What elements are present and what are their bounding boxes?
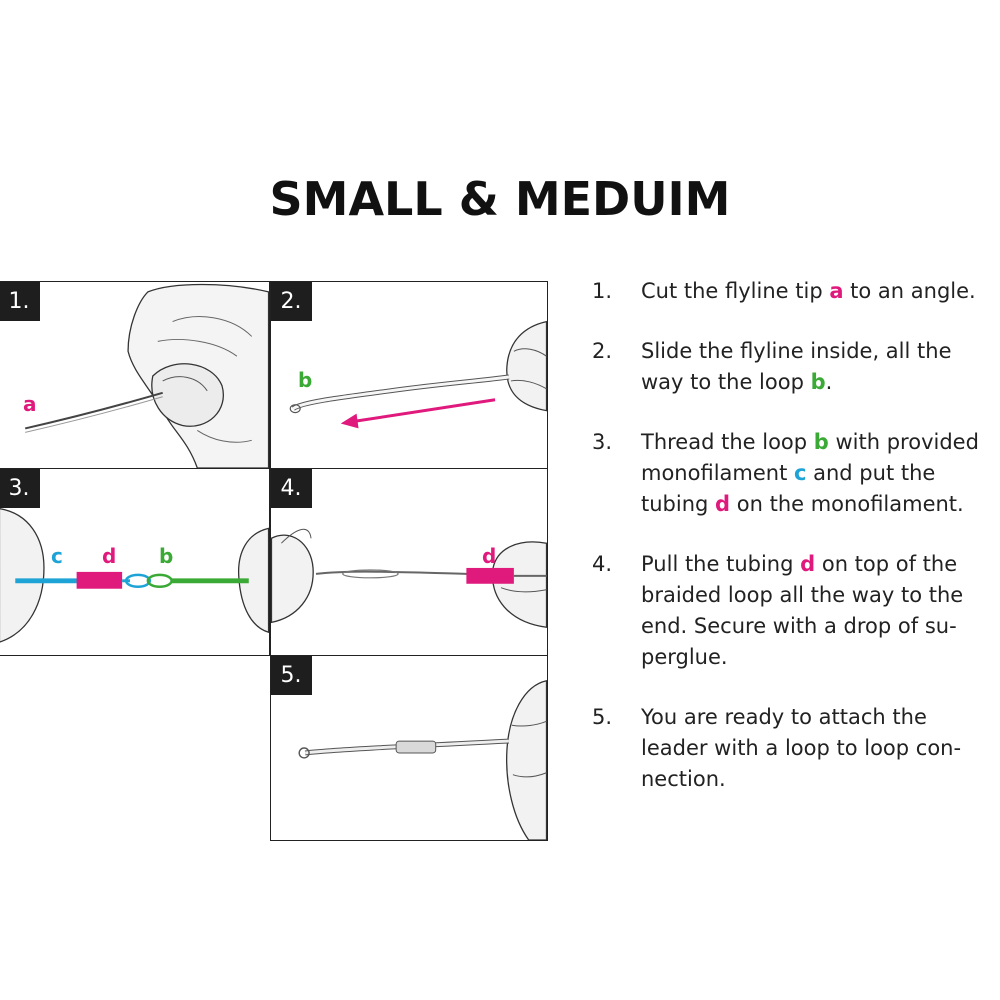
- instruction-step: [592, 427, 1000, 520]
- panel-2: [270, 281, 548, 469]
- step-text: You are ready to attach the leader with a loop to loop con- nection.: [641, 705, 962, 791]
- finished-connection-illustration: [271, 656, 547, 840]
- instruction-step: [592, 702, 1000, 795]
- panel-4: [270, 468, 548, 656]
- step-number: 5.: [592, 705, 613, 729]
- step-text: Slide the flyline inside, all the way to the loop b.: [641, 339, 952, 394]
- label-c: c: [794, 461, 807, 485]
- panel-5: [270, 655, 548, 841]
- label-b: b: [810, 370, 826, 394]
- label-d: d: [482, 544, 497, 568]
- instruction-step: [592, 336, 1000, 398]
- step-text: Cut the flyline tip a to an angle.: [641, 279, 976, 303]
- label-c: c: [51, 544, 63, 568]
- step-number: 1.: [592, 279, 613, 303]
- instruction-step: [592, 549, 1000, 673]
- flyline-illustration: [271, 282, 547, 468]
- label-a: a: [829, 279, 844, 303]
- label-b: b: [298, 368, 313, 392]
- step-number: 3.: [592, 430, 613, 454]
- label-d: d: [715, 492, 731, 516]
- panel-number: 1.: [0, 281, 40, 321]
- page-title: SMALL & MEDUIM: [269, 172, 731, 226]
- instruction-step: [592, 276, 1000, 307]
- panel-number: 3.: [0, 468, 40, 508]
- instruction-list: [592, 276, 1000, 824]
- panel-number: 2.: [270, 281, 312, 321]
- hand-illustration: [0, 282, 269, 468]
- connection-illustration: [0, 469, 269, 655]
- label-d: d: [102, 544, 117, 568]
- step-text: Thread the loop b with provided monofilament c and put the tubing d on the monofilament.: [641, 430, 979, 516]
- step-number: 4.: [592, 552, 613, 576]
- label-a: a: [23, 392, 37, 416]
- step-number: 2.: [592, 339, 613, 363]
- panel-number: 4.: [270, 468, 312, 508]
- panel-number: 5.: [270, 655, 312, 695]
- panel-1: [0, 281, 270, 469]
- label-b: b: [159, 544, 174, 568]
- step-text: Pull the tubing d on top of the braided loop all the way to the end. Secure with a drop of su- perglue.: [641, 552, 964, 669]
- label-b: b: [813, 430, 829, 454]
- label-d: d: [800, 552, 816, 576]
- panel-3: [0, 468, 270, 656]
- tubing-illustration: [271, 469, 547, 655]
